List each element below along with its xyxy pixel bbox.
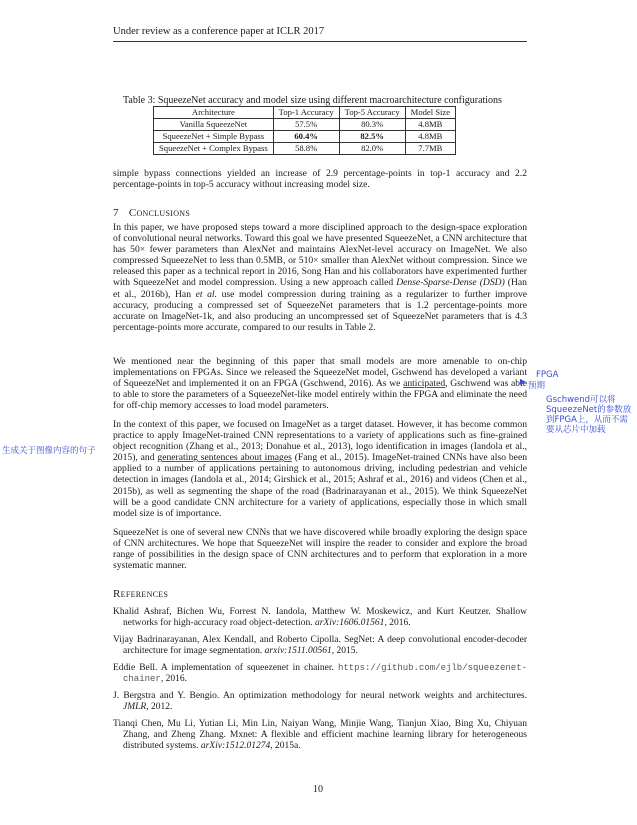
table-header-cell: Top-1 Accuracy <box>273 107 339 119</box>
table-header-cell: Top-5 Accuracy <box>339 107 405 119</box>
running-header: Under review as a conference paper at ICLR 2017 <box>113 26 325 37</box>
ref-tail: , 2015. <box>331 646 358 656</box>
ref-text: Khalid Ashraf, Bichen Wu, Forrest N. Iandola, Matthew W. Moskewicz, and Kurt Keutzer. Shallow networks for high-accuracy road object-detection. <box>113 607 527 628</box>
annotation-left-note: 生成关于图像内容的句子 <box>2 446 96 456</box>
bypass-paragraph: simple bypass connections yielded an increase of 2.9 percentage-points in top-1 accuracy and 2.2 percentage-points in top-5 accuracy without increasing model size. <box>113 168 527 191</box>
table-cell: SqueezeNet + Complex Bypass <box>154 143 274 155</box>
reference-item <box>113 607 527 629</box>
references-heading <box>113 588 168 600</box>
text-run: Dense-Sparse-Dense (DSD) <box>396 277 505 289</box>
table-cell: 80.3% <box>339 119 405 131</box>
reference-item <box>113 691 527 713</box>
ref-tail: , 2016. <box>384 618 411 628</box>
table-cell: 82.5% <box>339 131 405 143</box>
conclusions-paragraph-2 <box>113 356 527 411</box>
references-title: References <box>113 588 169 600</box>
conclusions-paragraph-1 <box>113 222 527 333</box>
ref-tail: , 2012. <box>146 702 173 712</box>
underlined-phrase: generating sentences about images <box>157 452 292 464</box>
table-cell: 57.5% <box>273 119 339 131</box>
table-caption: Table 3: SqueezeNet accuracy and model size using different macroarchitecture configurations <box>123 95 502 106</box>
text-run: (Fang et al., 2015). ImageNet-trained CNNs have also been applied to a number of applications pertaining to autonomous driving, including pedestrian and vehicle detection in images (Iandola et al., 2014; Girshick et al., 2015; Ashraf et al., 2016) and videos (Chen et al., 2015b), as well as segmenting the shape of the road (Badrinarayanan et al., 2015). We think SqueezeNet will be a good candidate CNN architecture for a variety of applications, especially those in which small model size is of importance. <box>113 452 527 519</box>
table-cell: 4.8MB <box>405 119 455 131</box>
section-number: 7 <box>113 207 119 219</box>
annotation-anticipated: 预期 <box>528 381 546 391</box>
text-run: et al. <box>195 288 217 300</box>
ref-text: Eddie Bell. A implementation of squeezenet in chainer. <box>113 663 338 673</box>
annotation-arrow-icon <box>520 379 526 385</box>
table-row <box>154 143 456 155</box>
table-header-cell: Architecture <box>154 107 274 119</box>
references-list <box>113 607 527 758</box>
header-rule <box>113 41 527 42</box>
text-run: use model compression during training as a regularizer to further improve accuracy, producing a compressed set of SqueezeNet parameters that is 1.2 percentage-points more accurate on ImageNet-1k, and also producing an uncompressed set of SqueezeNet parameters that is 4.3 percentage-points more accurate, compared to our results in Table 2. <box>113 288 528 333</box>
ref-venue: arXiv:1606.01561 <box>315 618 385 628</box>
conclusions-paragraph-4: SqueezeNet is one of several new CNNs that we have discovered while broadly exploring the design space of CNN architectures. We hope that SqueezeNet will inspire the reader to consider and explore the broad range of possibilities in the design space of CNN architectures and to perform that exploration in a more systematic manner. <box>113 527 527 572</box>
table-header-row <box>154 107 456 119</box>
text-run: In the context of this paper, we focused on ImageNet as a target dataset. However, it has become common practice to apply ImageNet-trained CNN representations to a variety of applications such as fine-grained object recognition (Zhang et al., 2013; Donahue et al., 2013), logo identification in images (Iandola et al., 2015), and <box>113 419 527 464</box>
table-cell: 60.4% <box>273 131 339 143</box>
ref-text: Tianqi Chen, Mu Li, Yutian Li, Min Lin, Naiyan Wang, Minjie Wang, Tianjun Xiao, Bing Xu, Chiyuan Zhang, and Zheng Zhang. Mxnet: A flexible and efficient machine learning library for heterogeneous distributed systems. <box>113 719 527 751</box>
reference-item <box>113 663 527 685</box>
ref-url-link[interactable]: https://github.com/ejlb/squeezenet-chainer <box>123 663 527 684</box>
annotation-fpga: FPGA <box>536 370 559 380</box>
section-title: Conclusions <box>128 207 191 219</box>
ref-tail: , 2016. <box>160 674 187 684</box>
ref-tail: , 2015a. <box>270 741 301 751</box>
page-number: 10 <box>313 784 323 795</box>
conclusions-paragraph-3 <box>113 419 527 519</box>
table-row <box>154 131 456 143</box>
text-run: We mentioned near the beginning of this paper that small models are more amenable to on-chip implementations on FPGAs. Since we released the SqueezeNet model, Gschwend has developed a variant of SqueezeNet and implemented it on an FPGA (Gschwend, 2016). As we <box>113 356 527 390</box>
table-cell: Vanilla SqueezeNet <box>154 119 274 131</box>
text-run: In this paper, we have proposed steps toward a more disciplined approach to the design-space exploration of convolutional neural networks. Toward this goal we have presented SqueezeNet, a CNN architecture that has 50× fewer parameters than AlexNet and maintains AlexNet-level accuracy on ImageNet. We also compressed SqueezeNet to less than 0.5MB, or 510× smaller than AlexNet without compression. Since we released this paper as a technical report in 2016, Song Han and his collaborators have experimented further with SqueezeNet and model compression. Using a new approach called <box>113 222 527 289</box>
table-cell: 58.8% <box>273 143 339 155</box>
ref-venue: arXiv:1512.01274 <box>200 741 271 751</box>
table-row <box>154 119 456 131</box>
table-cell: SqueezeNet + Simple Bypass <box>154 131 274 143</box>
underlined-phrase: anticipated <box>403 378 446 390</box>
table-cell: 82.0% <box>339 143 405 155</box>
reference-item <box>113 635 527 657</box>
table-header-cell: Model Size <box>405 107 455 119</box>
ref-venue: JMLR <box>123 702 147 712</box>
table-cell: 4.8MB <box>405 131 455 143</box>
text-run: , Gschwend was able to able to store the parameters of a SqueezeNet-like model entirely within the FPGA and eliminate the need for off-chip memory accesses to load model parameters. <box>113 378 527 412</box>
table-cell: 7.7MB <box>405 143 455 155</box>
annotation-gschwend-note: Gschwend可以将SqueezeNet的参数放到FPGA上，从而不需要从芯片中加载 <box>546 395 632 435</box>
ref-venue: arxiv:1511.00561 <box>264 646 332 656</box>
ref-text: Vijay Badrinarayanan, Alex Kendall, and Roberto Cipolla. SegNet: A deep convolutional encoder-decoder architecture for image segmentation. <box>113 635 527 656</box>
results-table <box>153 106 456 155</box>
section-heading <box>113 207 190 219</box>
ref-text: J. Bergstra and Y. Bengio. An optimization methodology for neural network weights and architectures. <box>113 691 527 701</box>
text-run: (Han et al., 2016b), Han <box>113 277 527 300</box>
reference-item <box>113 719 527 752</box>
